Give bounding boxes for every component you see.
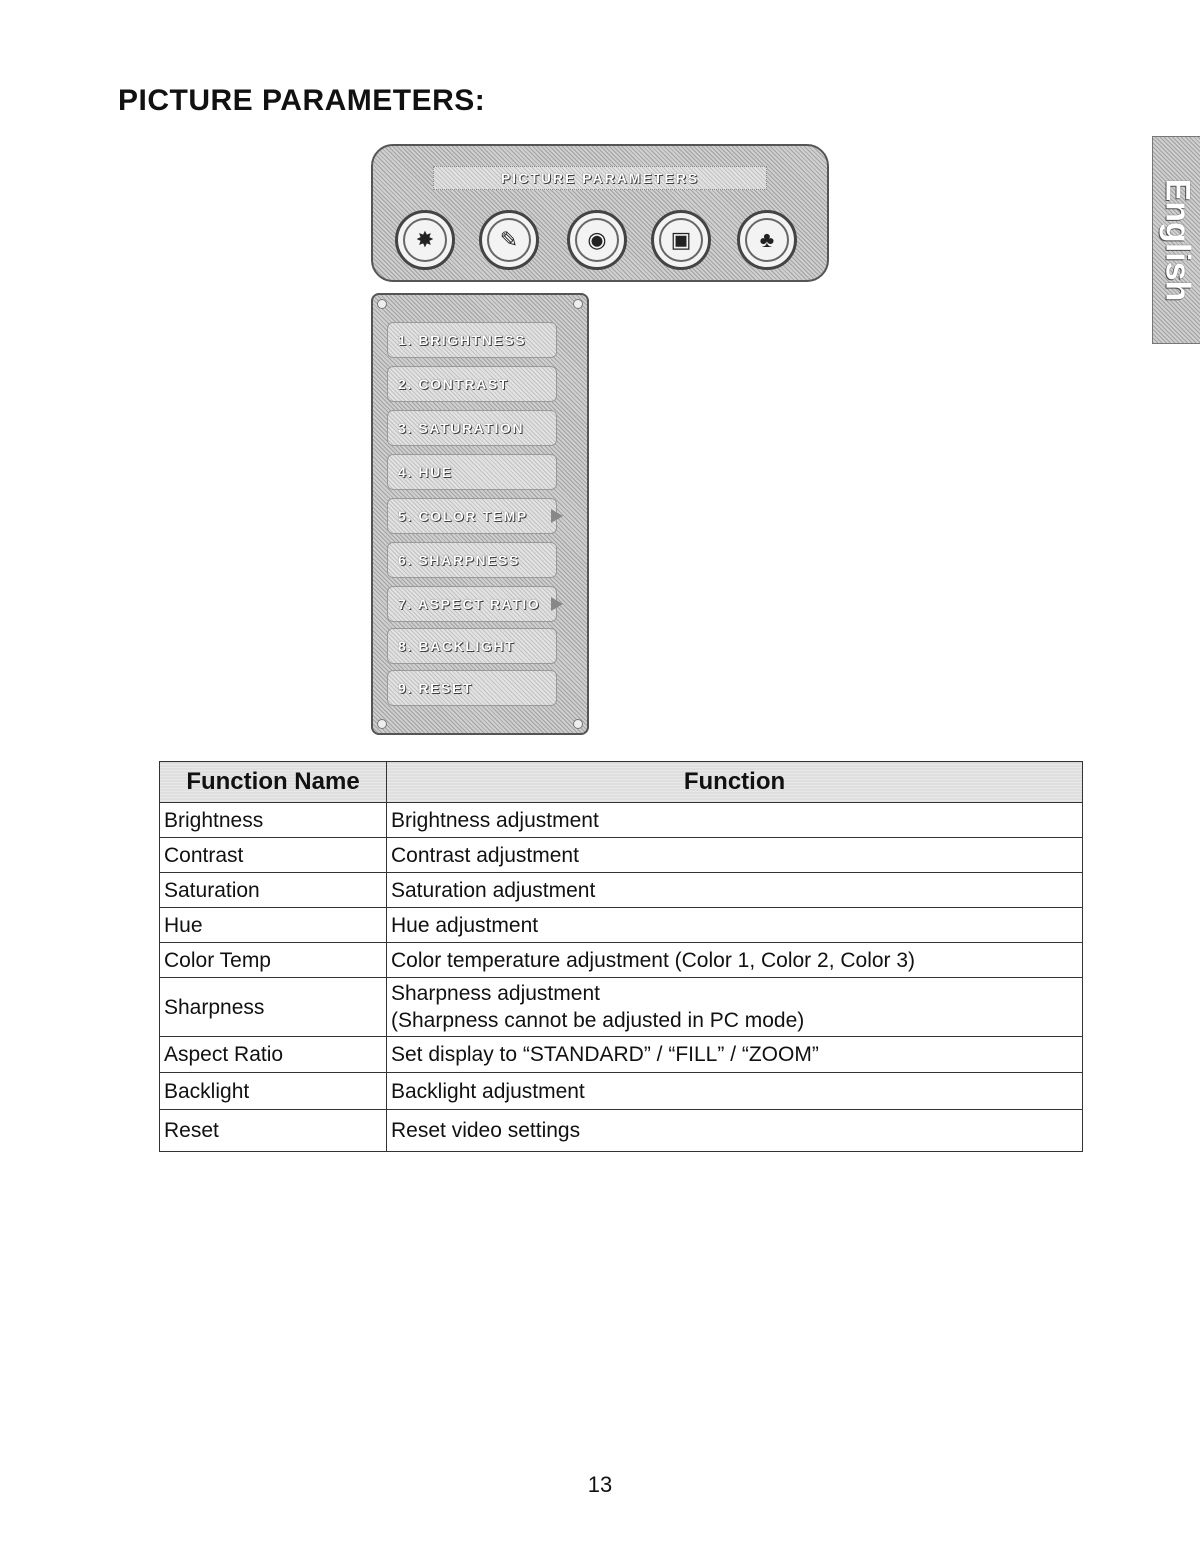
table-row [160, 1110, 1083, 1152]
table-row [160, 803, 1083, 838]
function-cell: Color temperature adjustment (Color 1, Color 2, Color 3) [387, 943, 1083, 978]
osd-title: PICTURE PARAMETERS [433, 166, 767, 190]
menu-item[interactable]: 2. CONTRAST [387, 366, 557, 402]
page-title: PICTURE PARAMETERS: [118, 84, 486, 117]
function-name-cell: Brightness [160, 803, 387, 838]
function-name-cell: Hue [160, 908, 387, 943]
osd-menu-panel [371, 293, 589, 735]
function-cell: Set display to “STANDARD” / “FILL” / “ZOOM” [387, 1037, 1083, 1073]
menu-item[interactable]: 4. HUE [387, 454, 557, 490]
screw-icon [573, 299, 583, 309]
language-tab-label: English [1158, 178, 1196, 302]
menu-item[interactable]: 7. ASPECT RATIO [387, 586, 557, 622]
osd-icon-bar [371, 144, 829, 282]
menu-item[interactable]: 3. SATURATION [387, 410, 557, 446]
column-header: Function Name [160, 762, 387, 803]
picture-tools-icon[interactable]: ✎ [479, 210, 539, 270]
function-cell: Brightness adjustment [387, 803, 1083, 838]
submenu-arrow-icon [551, 597, 563, 611]
function-name-cell: Contrast [160, 838, 387, 873]
language-tab [1152, 136, 1200, 344]
menu-item[interactable]: 1. BRIGHTNESS [387, 322, 557, 358]
function-cell: Contrast adjustment [387, 838, 1083, 873]
function-name-cell: Aspect Ratio [160, 1037, 387, 1073]
function-cell: Hue adjustment [387, 908, 1083, 943]
table-row [160, 1073, 1083, 1110]
page-number: 13 [587, 1472, 613, 1497]
table-body [160, 803, 1083, 1152]
table-row [160, 1037, 1083, 1073]
menu-item[interactable]: 9. RESET [387, 670, 557, 706]
submenu-arrow-icon [551, 509, 563, 523]
table-row [160, 943, 1083, 978]
screw-icon [377, 719, 387, 729]
screw-icon [573, 719, 583, 729]
function-cell: Backlight adjustment [387, 1073, 1083, 1110]
function-cell: Saturation adjustment [387, 873, 1083, 908]
table-header-row [160, 762, 1083, 803]
function-name-cell: Backlight [160, 1073, 387, 1110]
menu-item[interactable]: 5. COLOR TEMP [387, 498, 557, 534]
tree-landscape-icon[interactable]: ♣ [737, 210, 797, 270]
function-name-cell: Saturation [160, 873, 387, 908]
table-row [160, 873, 1083, 908]
table-row [160, 978, 1083, 1037]
function-name-cell: Sharpness [160, 978, 387, 1037]
table-row [160, 838, 1083, 873]
function-cell: Sharpness adjustment (Sharpness cannot be adjusted in PC mode) [387, 978, 1083, 1037]
function-table [159, 761, 1083, 1152]
menu-item[interactable]: 8. BACKLIGHT [387, 628, 557, 664]
brightness-sun-icon[interactable]: ✸ [395, 210, 455, 270]
column-header: Function [387, 762, 1083, 803]
function-name-cell: Color Temp [160, 943, 387, 978]
camera-icon[interactable]: ◉ [567, 210, 627, 270]
function-name-cell: Reset [160, 1110, 387, 1152]
screw-icon [377, 299, 387, 309]
function-cell: Reset video settings [387, 1110, 1083, 1152]
tv-screen-icon[interactable]: ▣ [651, 210, 711, 270]
table-row [160, 908, 1083, 943]
menu-item[interactable]: 6. SHARPNESS [387, 542, 557, 578]
